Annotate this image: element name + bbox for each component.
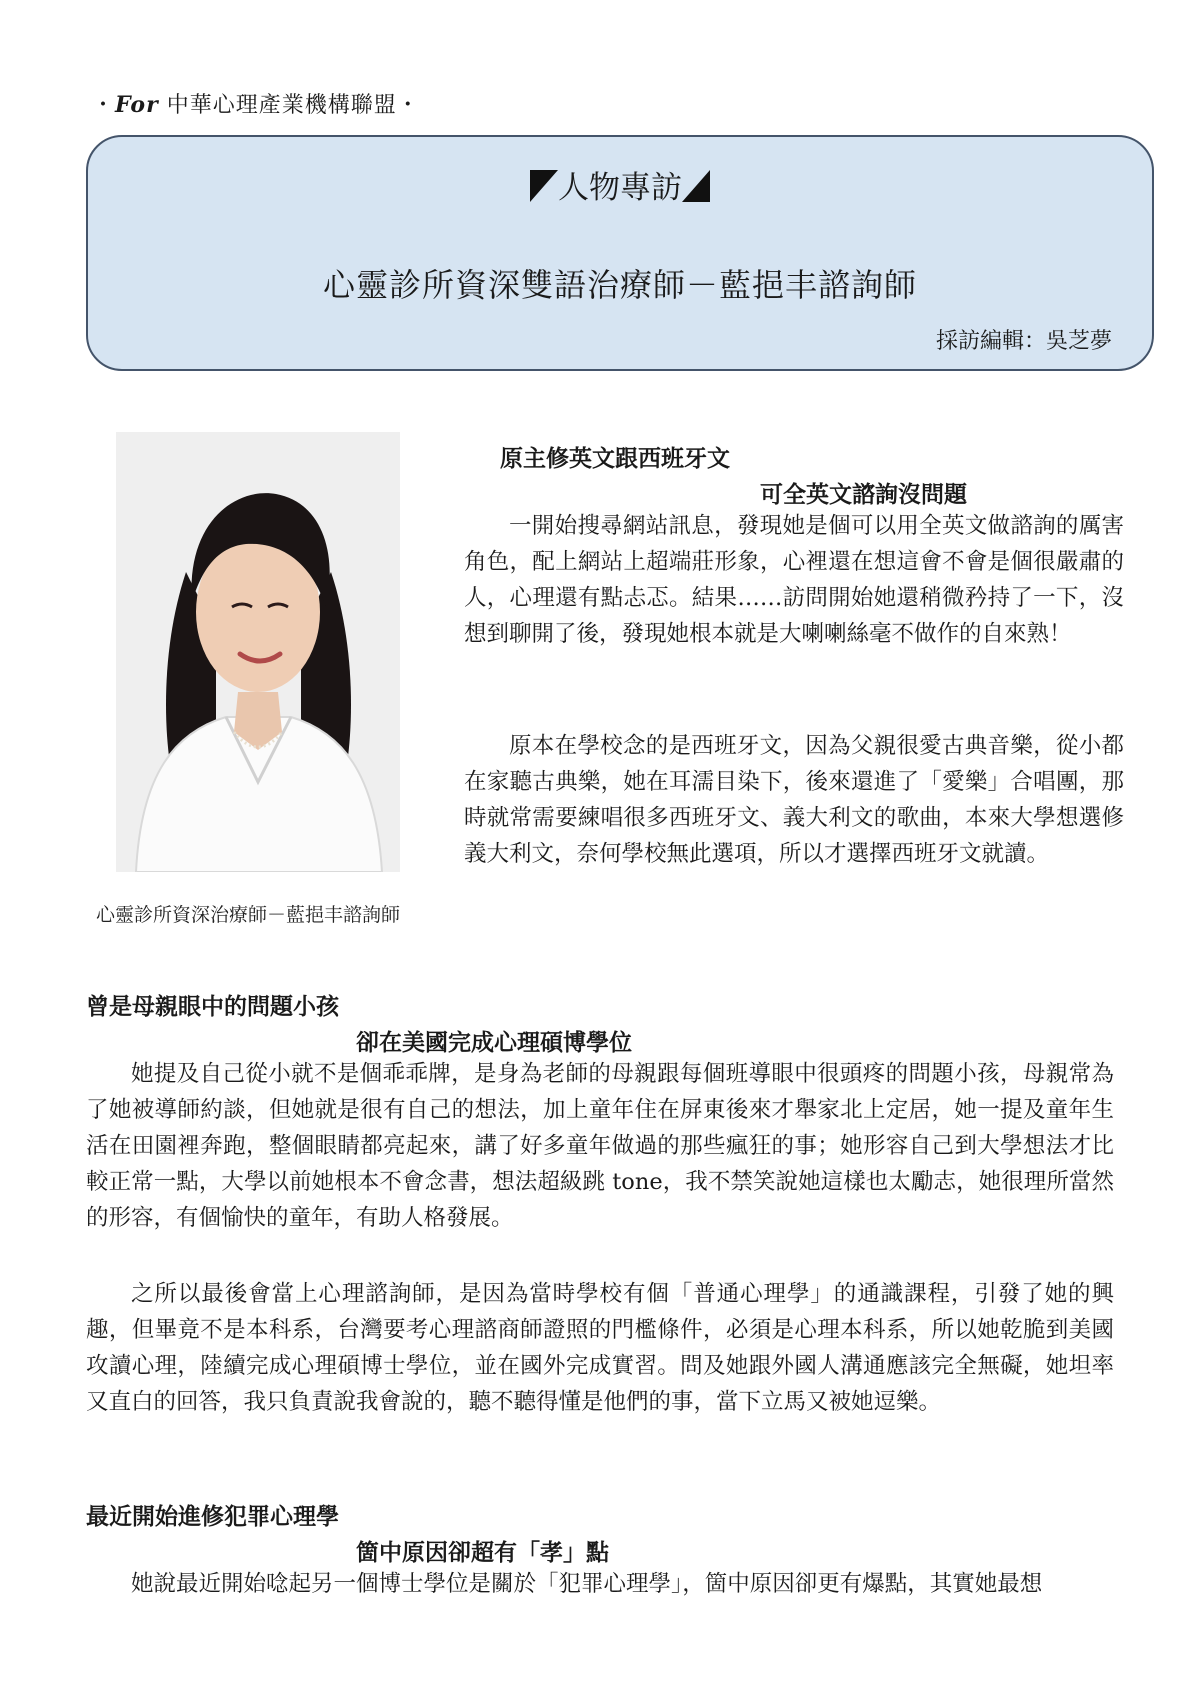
section3-heading-line2: 箇中原因卻超有「孝」點 — [356, 1540, 609, 1566]
portrait-illustration — [116, 432, 400, 872]
triangle-left-icon — [530, 170, 558, 202]
section1-heading-line1: 原主修英文跟西班牙文 — [500, 446, 730, 472]
article-title: 心靈診所資深雙語治療師－藍挹丰諮詢師 — [322, 266, 917, 304]
section3-heading-line1: 最近開始進修犯罪心理學 — [86, 1504, 339, 1530]
publication-header — [92, 88, 420, 119]
title-box — [86, 135, 1154, 371]
section2-paragraph-1: 她提及自己從小就不是個乖乖牌，是身為老師的母親跟每個班導眼中很頭疼的問題小孩，母親常為了她被導師約談，但她就是很有自己的想法，加上童年住在屏東後來才舉家北上定居，她一提及童年生活在田園裡奔跑，整個眼睛都亮起來，講了好多童年做過的那些瘋狂的事；她形容自己到大學想法才比較正常一點，大學以前她根本不會念書，想法超級跳 tone，我不禁笑說她這樣也太勵志，她很理所當然的形容，有個愉快的童年，有助人格發展。 — [86, 1061, 1114, 1231]
bullet-dot: ・ — [396, 93, 420, 118]
photo-caption: 心靈診所資深治療師－藍挹丰諮詢師 — [96, 904, 401, 926]
editor-credit: 採訪編輯：吳芝夢 — [935, 329, 1112, 354]
portrait-photo — [116, 432, 400, 872]
bullet-dot: ・ — [92, 93, 116, 118]
section3-paragraph-1: 她說最近開始唸起另一個博士學位是關於「犯罪心理學」，箇中原因卻更有爆點，其實她最想 — [131, 1571, 1043, 1597]
section2-heading-line1: 曾是母親眼中的問題小孩 — [86, 994, 339, 1020]
section2-heading-line2: 卻在美國完成心理碩博學位 — [356, 1030, 632, 1056]
section1-paragraph-2: 原本在學校念的是西班牙文，因為父親很愛古典音樂，從小都在家聽古典樂，她在耳濡目染下，後來還進了「愛樂」合唱團，那時就常需要練唱很多西班牙文、義大利文的歌曲，本來大學想選修義大利文，奈何學校無此選項，所以才選擇西班牙文就讀。 — [464, 733, 1124, 867]
section-label — [88, 162, 1152, 207]
section2-paragraph-2: 之所以最後會當上心理諮詢師，是因為當時學校有個「普通心理學」的通識課程，引發了她的興趣，但畢竟不是本科系，台灣要考心理諮商師證照的門檻條件，必須是心理本科系，所以她乾脆到美國攻讀心理，陸續完成心理碩博士學位，並在國外完成實習。問及她跟外國人溝通應該完全無礙，她坦率又直白的回答，我只負責說我會說的，聽不聽得懂是他們的事，當下立馬又被她逗樂。 — [86, 1281, 1114, 1415]
triangle-right-icon — [682, 170, 710, 202]
for-label: For — [115, 92, 159, 118]
section1-paragraph-1: 一開始搜尋網站訊息，發現她是個可以用全英文做諮詢的厲害角色，配上網站上超端莊形象，心裡還在想這會不會是個很嚴肅的人，心理還有點忐忑。結果……訪問開始她還稍微矜持了一下，沒想到聊開了後，發現她根本就是大喇喇絲毫不做作的自來熟！ — [464, 513, 1124, 647]
section-text: 人物專訪 — [558, 170, 682, 206]
org-name: 中華心理產業機構聯盟 — [166, 93, 397, 118]
section1-heading-line2: 可全英文諮詢沒問題 — [760, 482, 967, 508]
